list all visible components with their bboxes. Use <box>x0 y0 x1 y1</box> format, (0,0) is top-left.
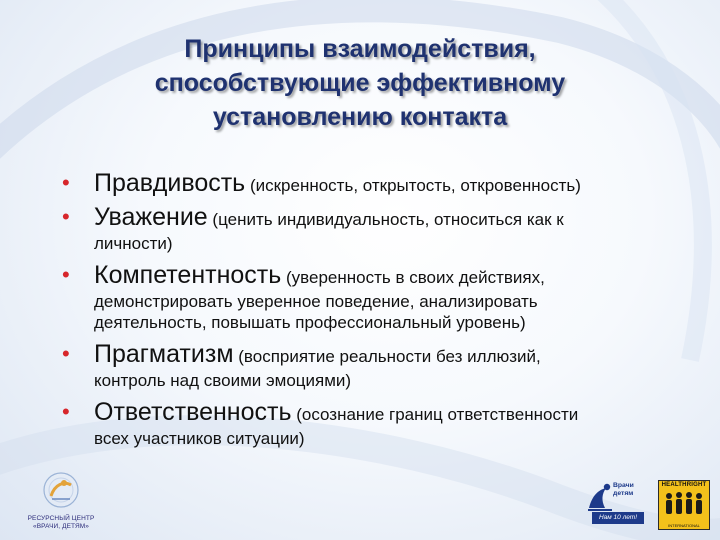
principle-term: Ответственность <box>94 398 292 426</box>
bullet-marker: • <box>62 262 70 287</box>
resource-center-label-line-2: «ВРАЧИ, ДЕТЯМ» <box>33 523 89 530</box>
slide-title <box>60 32 660 134</box>
list-item-responsibility <box>56 397 696 449</box>
doctors-to-children-logo <box>586 480 644 528</box>
principle-description: (уверенность в своих действиях, <box>281 268 545 287</box>
resource-center-label-line-1: РЕСУРСНЫЙ ЦЕНТР <box>27 515 95 522</box>
slide-title-line-3: установлению контакта <box>212 103 508 131</box>
principle-description-continued: личности) <box>94 234 173 253</box>
principle-description: (искренность, открытость, откровенность) <box>245 176 581 195</box>
principle-description: (осознание границ ответственности <box>291 405 579 424</box>
doctors-to-children-label-line-2: детям <box>613 490 634 497</box>
principle-term: Компетентность <box>94 261 282 289</box>
principle-term: Прагматизм <box>94 340 234 368</box>
slide-title-line-2: способствующие эффективному <box>154 69 566 97</box>
principle-description-continued: демонстрировать уверенное поведение, анализировать деятельность, повышать профессиональный уровень) <box>94 292 538 332</box>
list-item-respect <box>56 202 696 254</box>
principle-term: Уважение <box>94 203 208 231</box>
resource-center-emblem-icon <box>18 470 104 510</box>
list-item-competence <box>56 260 696 333</box>
healthright-sublabel: INTERNATIONAL <box>668 523 700 528</box>
bullet-marker: • <box>62 341 70 366</box>
bullet-marker: • <box>62 399 70 424</box>
principles-list <box>56 168 696 453</box>
slide-title-line-1: Принципы взаимодействия, <box>184 35 536 63</box>
doctors-to-children-label-line-1: Врачи <box>613 482 634 489</box>
principle-description: (ценить индивидуальность, относиться как к <box>207 210 564 229</box>
people-group-icon <box>659 490 709 518</box>
principle-term: Правдивость <box>94 169 246 197</box>
doctors-to-children-emblem-icon <box>586 482 614 512</box>
bullet-marker: • <box>62 170 70 195</box>
principle-description-continued: контроль над своими эмоциями) <box>94 371 352 390</box>
principle-description-continued: всех участников ситуации) <box>94 429 305 448</box>
list-item-pragmatism <box>56 339 696 391</box>
anniversary-band: Нам 10 лет! <box>592 512 644 524</box>
principle-description: (восприятие реальности без иллюзий, <box>233 347 541 366</box>
bullet-marker: • <box>62 204 70 229</box>
resource-center-logo <box>18 470 104 532</box>
healthright-logo <box>658 480 710 530</box>
list-item-truthfulness <box>56 168 696 198</box>
healthright-label: HEALTHRIGHT <box>661 482 707 488</box>
